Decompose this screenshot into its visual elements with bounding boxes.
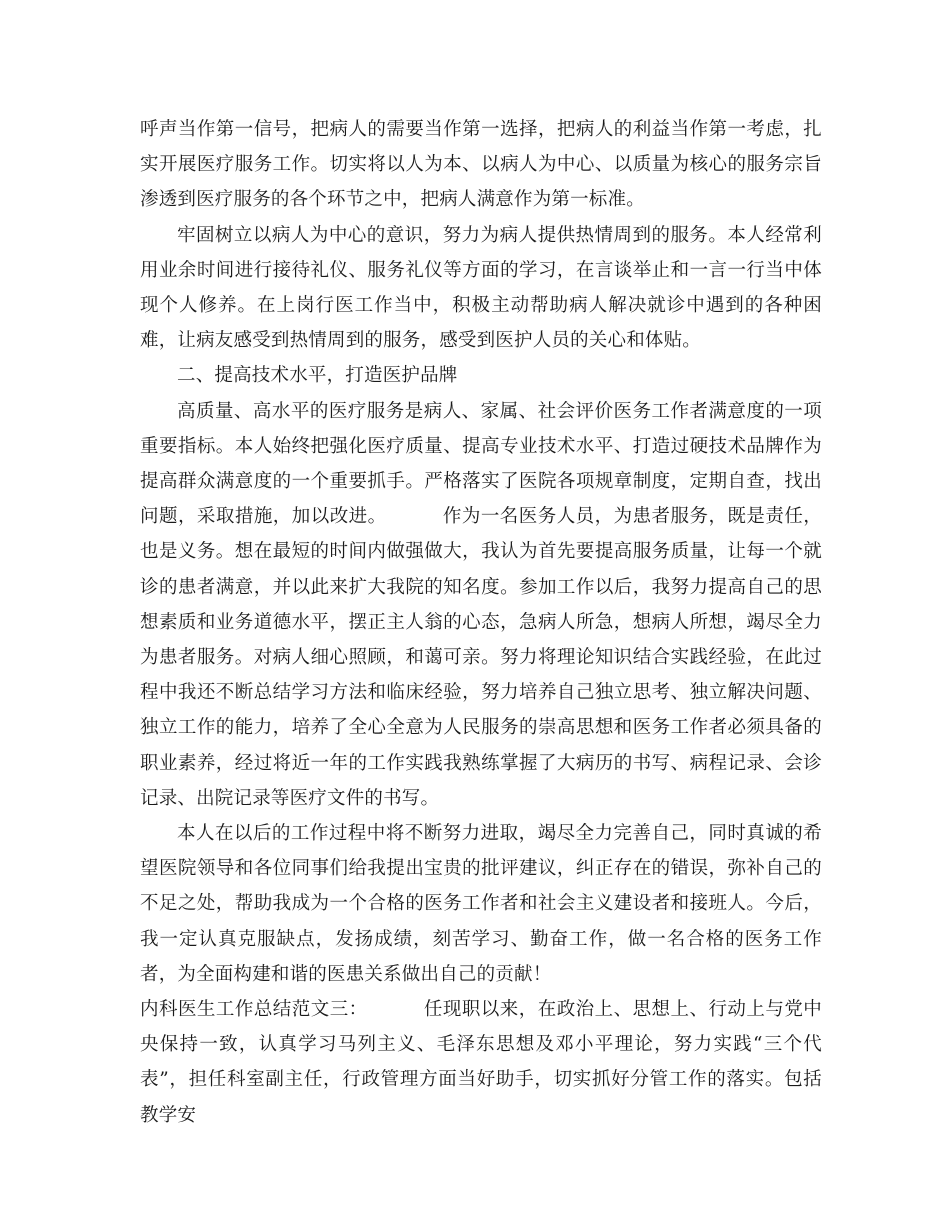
sample-three-title: 内科医生工作总结范文三：	[140, 999, 368, 1021]
paragraph-future-commitment: 本人在以后的工作过程中将不断努力进取，竭尽全力完善自己，同时真诚的希望医院领导和各位同事们给我提出宝贵的批评建议，纠正存在的错误，弥补自己的不足之处，帮助我成为一个合格的医务工作者和社会主义建设者和接班人。今后，我一定认真克服缺点，发扬成绩，刻苦学习、勤奋工作，做一名合格的医务工作者，为全面构建和谐的医患关系做出自己的贡献！	[140, 823, 822, 985]
paragraph-sample-three	[140, 992, 822, 1133]
paragraph-technical-quality-part2: 作为一名医务人员，为患者服务，既是责任，也是义务。想在最短的时间内做强做大，我认为首先要提高服务质量，让每一个就诊的患者满意，并以此来扩大我院的知名度。参加工作以后，我努力提高自己的思想素质和业务道德水平，摆正主人翁的心态，急病人所急，想病人所想，竭尽全力为患者服务。对病人细心照顾，和蔼可亲。努力将理论知识结合实践经验，在此过程中我还不断总结学习方法和临床经验，努力培养自己独立思考、独立解决问题、独立工作的能力，培养了全心全意为人民服务的崇高思想和医务工作者必须具备的职业素养，经过将近一年的工作实践我熟练掌握了大病历的书写、病程记录、会诊记录、出院记录等医疗文件的书写。	[140, 506, 822, 809]
sample-three-body: 任现职以来，在政治上、思想上、行动上与党中央保持一致，认真学习马列主义、毛泽东思想及邓小平理论，努力实践“三个代表”，担任科室副主任，行政管理方面当好助手，切实抓好分管工作的落实。包括教学安	[140, 999, 823, 1126]
paragraph-technical-quality	[140, 394, 822, 816]
section-heading-technical-level: 二、提高技术水平，打造医护品牌	[177, 365, 458, 387]
paragraph-patient-centered: 牢固树立以病人为中心的意识，努力为病人提供热情周到的服务。本人经常利用业余时间进行接待礼仪、服务礼仪等方面的学习，在言谈举止和一言一行当中体现个人修养。在上岗行医工作当中，积极主动帮助病人解决就诊中遇到的各种困难，让病友感受到热情周到的服务，感受到医护人员的关心和体贴。	[140, 224, 822, 352]
paragraph-technical-quality-part1: 高质量、高水平的医疗服务是病人、家属、社会评价医务工作者满意度的一项重要指标。本人始终把强化医疗质量、提高专业技术水平、打造过硬技术品牌作为提高群众满意度的一个重要抓手。严格落实了医院各项规章制度，定期自查，找出问题，采取措施，加以改进。	[140, 400, 822, 528]
paragraph-patient-first: 呼声当作第一信号，把病人的需要当作第一选择，把病人的利益当作第一考虑，扎实开展医疗服务工作。切实将以人为本、以病人为中心、以质量为核心的服务宗旨渗透到医疗服务的各个环节之中，把病人满意作为第一标准。	[140, 119, 822, 211]
document-body	[140, 112, 822, 1133]
